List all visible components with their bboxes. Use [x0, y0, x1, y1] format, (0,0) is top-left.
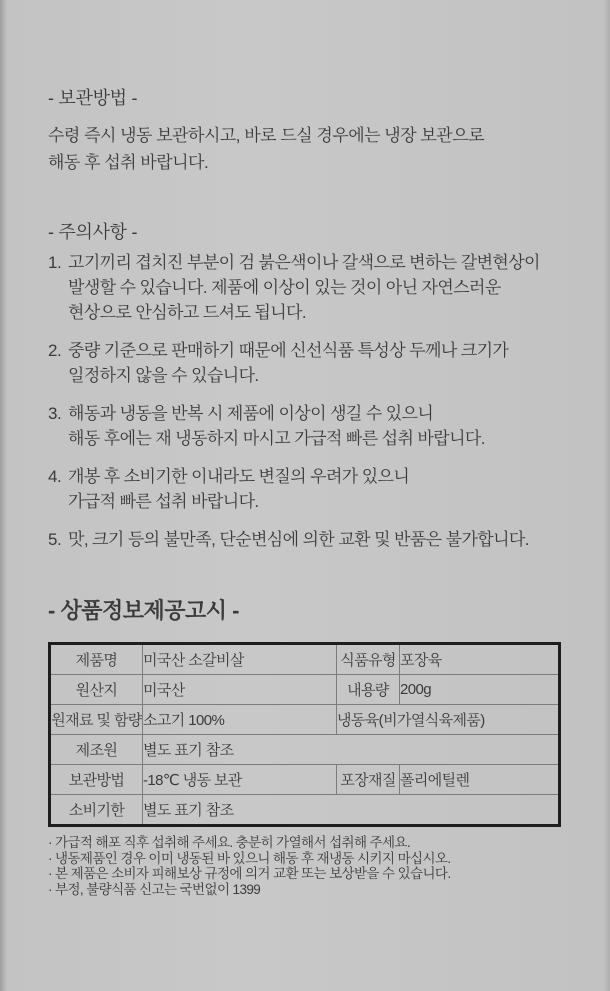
caution-item [48, 338, 580, 388]
footnote-line: · 본 제품은 소비자 피해보상 규정에 의거 교환 또는 보상받을 수 있습니다. [48, 866, 451, 881]
table-row [50, 765, 560, 795]
notice-section-title: - 상품정보제공고시 - [48, 598, 239, 623]
item-line: 해동 후에는 재 냉동하지 마시고 가급적 빠른 섭취 바랍니다. [68, 429, 485, 448]
table-row [50, 795, 560, 826]
item-number: 4. [48, 467, 62, 486]
cell-label: 식품유형 [337, 644, 400, 675]
footnotes [48, 835, 580, 897]
cell-label: 보관방법 [50, 765, 143, 795]
cell-value: 포장육 [400, 644, 560, 675]
cell-value: 폴리에틸렌 [400, 765, 560, 795]
item-number: 3. [48, 404, 62, 423]
cell-label: 원재료 및 함량 [50, 705, 143, 735]
caution-section [48, 222, 580, 552]
cell-label: 내용량 [337, 675, 400, 705]
cell-label: 원산지 [50, 675, 143, 705]
cell-value: 별도 표기 참조 [143, 735, 560, 765]
cell-label: 포장재질 [337, 765, 400, 795]
item-line: 현상으로 안심하고 드셔도 됩니다. [68, 303, 307, 322]
caution-item [48, 527, 580, 552]
caution-section-title: - 주의사항 - [48, 222, 138, 242]
table-row [50, 675, 560, 705]
storage-line: 해동 후 섭취 바랍니다. [48, 153, 209, 172]
product-notice-section [48, 596, 580, 897]
cell-value: 별도 표기 참조 [143, 795, 560, 826]
item-line: 개봉 후 소비기한 이내라도 변질의 우려가 있으니 [68, 467, 410, 486]
caution-item [48, 401, 580, 451]
table-row [50, 735, 560, 765]
cell-value: 소고기 100% [143, 705, 337, 735]
product-info-table [48, 642, 561, 827]
item-number: 1. [48, 253, 62, 272]
item-line: 고기끼리 겹치진 부분이 검 붉은색이나 갈색으로 변하는 갈변현상이 [68, 253, 540, 272]
item-line: 가급적 빠른 섭취 바랍니다. [68, 492, 259, 511]
footnote-line: · 가급적 해포 직후 섭취해 주세요. 충분히 가열해서 섭취해 주세요. [48, 835, 411, 850]
item-line: 중량 기준으로 판매하기 때문에 신선식품 특성상 두께나 크기가 [68, 341, 509, 360]
caution-item [48, 250, 580, 325]
item-line: 발생할 수 있습니다. 제품에 이상이 있는 것이 아닌 자연스러운 [68, 278, 501, 297]
cell-value: 200g [400, 675, 560, 705]
storage-line: 수령 즉시 냉동 보관하시고, 바로 드실 경우에는 냉장 보관으로 [48, 126, 485, 145]
item-line: 맛, 크기 등의 불만족, 단순변심에 의한 교환 및 반품은 불가합니다. [68, 530, 529, 549]
item-line: 해동과 냉동을 반복 시 제품에 이상이 생길 수 있으니 [68, 404, 434, 423]
cell-label: 제조원 [50, 735, 143, 765]
item-line: 일정하지 않을 수 있습니다. [68, 366, 259, 385]
footnote-line: · 부정, 불량식품 신고는 국번없이 1399 [48, 881, 261, 897]
caution-item [48, 464, 580, 514]
cell-value: 냉동육(비가열식육제품) [337, 705, 560, 735]
item-number: 2. [48, 341, 62, 360]
footnote-line: · 냉동제품인 경우 이미 냉동된 바 있으니 해동 후 재냉동 시키지 마십시오. [48, 850, 451, 866]
cell-label: 소비기한 [50, 795, 143, 826]
table-row [50, 644, 560, 675]
cell-value: -18℃ 냉동 보관 [143, 765, 337, 795]
storage-section [48, 88, 580, 176]
cell-value: 미국산 소갈비살 [143, 644, 337, 675]
cell-value: 미국산 [143, 675, 337, 705]
item-number: 5. [48, 530, 62, 549]
storage-section-title: - 보관방법 - [48, 88, 138, 108]
cell-label: 제품명 [50, 644, 143, 675]
table-row [50, 705, 560, 735]
